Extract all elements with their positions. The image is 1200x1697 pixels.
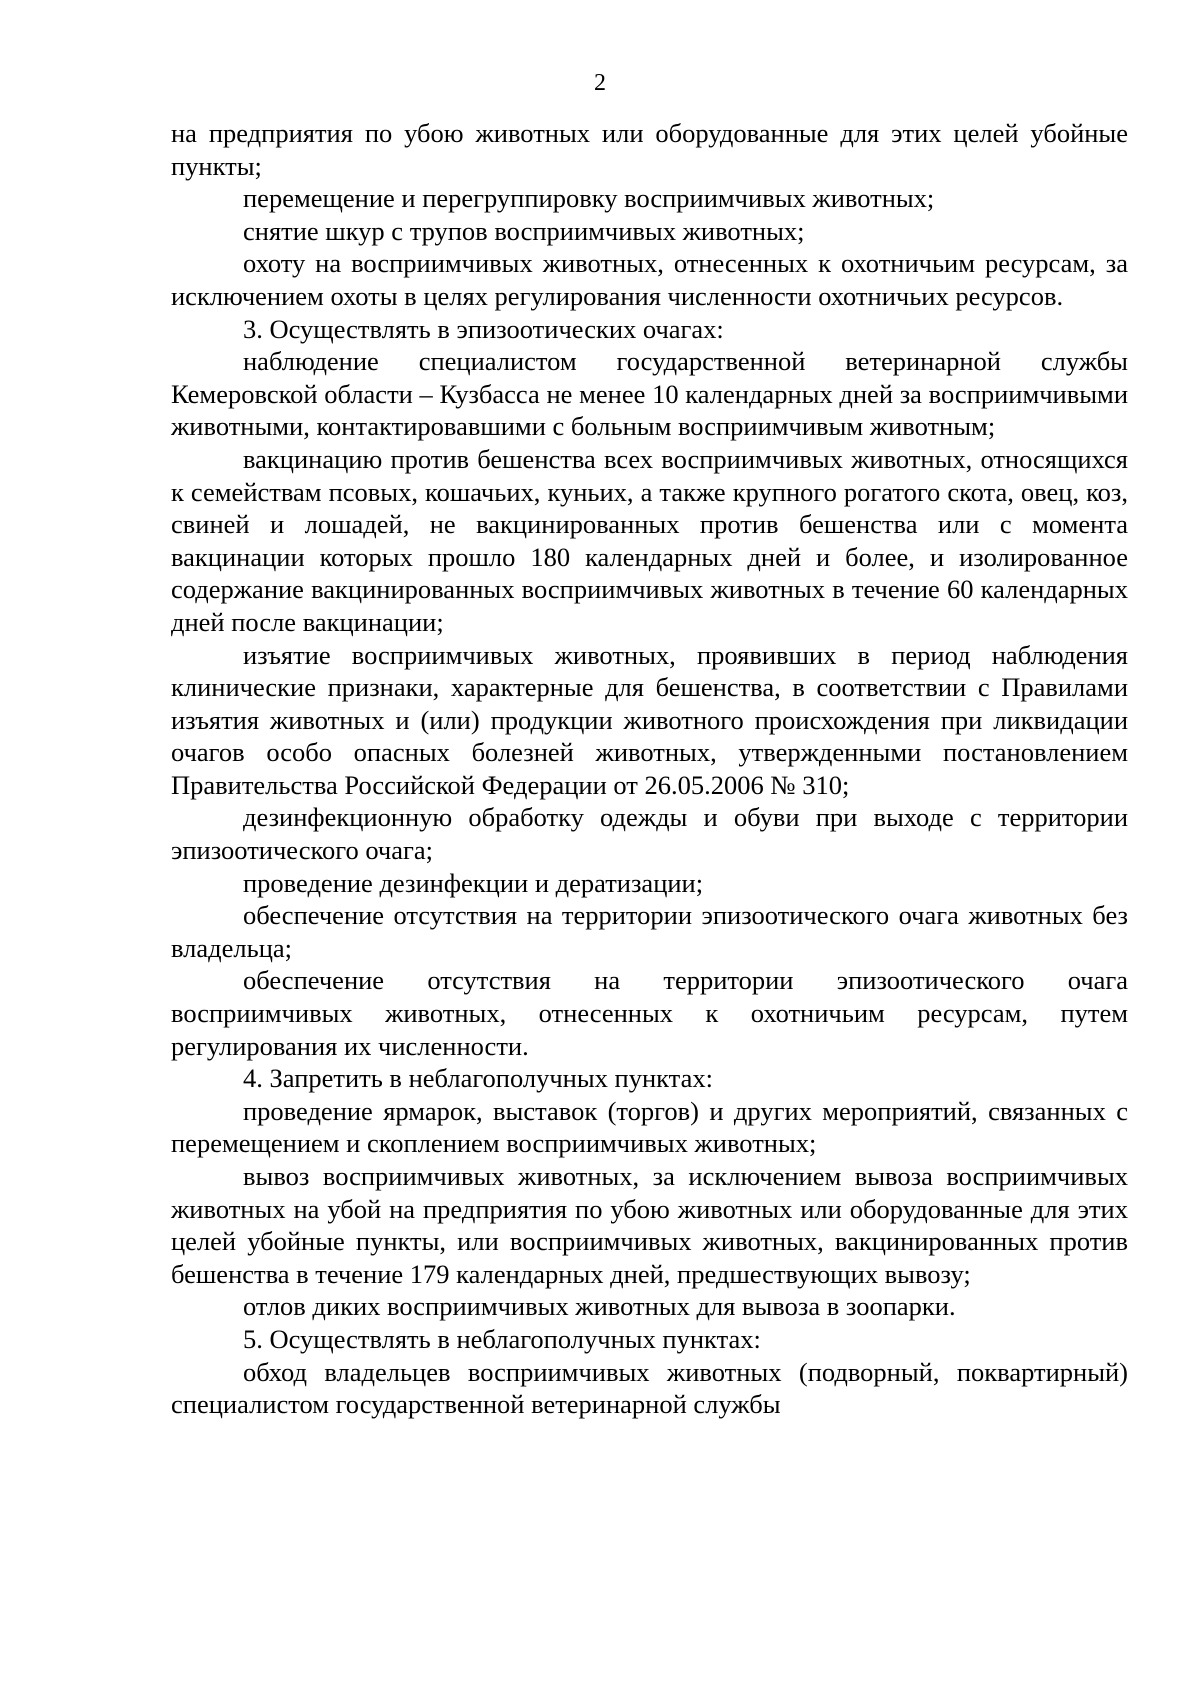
section-heading-4: 4. Запретить в неблагополучных пунктах: bbox=[243, 1063, 713, 1094]
document-body bbox=[171, 117, 1128, 1421]
paragraph: обеспечение отсутствия на территории эпизоотического очага восприимчивых животных, отнесенных к охотничьим ресурсам, путем регулирования их численности. bbox=[171, 965, 1128, 1061]
paragraph: охоту на восприимчивых животных, отнесенных к охотничьим ресурсам, за исключением охоты в целях регулирования численности охотничьих ресурсов. bbox=[171, 248, 1128, 311]
section-heading-3: 3. Осуществлять в эпизоотических очагах: bbox=[243, 313, 724, 344]
page-number: 2 bbox=[594, 70, 606, 96]
paragraph: изъятие восприимчивых животных, проявивших в период наблюдения клинические признаки, характерные для бешенства, в соответствии с Правилами изъятия животных и (или) продукции животного происхождения при ликвидации очагов особо опасных болезней животных, утвержденными постановлением Правительства Российской Федерации от 26.05.2006 № 310; bbox=[171, 639, 1128, 800]
paragraph: проведение дезинфекции и дератизации; bbox=[243, 867, 704, 898]
paragraph: снятие шкур с трупов восприимчивых животных; bbox=[243, 215, 805, 246]
paragraph: наблюдение специалистом государственной ветеринарной службы Кемеровской области – Кузбасса не менее 10 календарных дней за восприимчивыми животными, контактировавшими с больным восприимчивым животным; bbox=[171, 346, 1128, 442]
paragraph-continuation: на предприятия по убою животных или оборудованные для этих целей убойные пункты; bbox=[171, 118, 1128, 181]
paragraph: вакцинацию против бешенства всех восприимчивых животных, относящихся к семействам псовых, кошачьих, куньих, а также крупного рогатого скота, овец, коз, свиней и лошадей, не вакцинированных против бешенства или с момента вакцинации которых прошло 180 календарных дней и более, и изолированное содержание вакцинированных восприимчивых животных в течение 60 календарных дней после вакцинации; bbox=[171, 443, 1128, 637]
paragraph: обход владельцев восприимчивых животных (подворный, поквартирный) специалистом государственной ветеринарной службы bbox=[171, 1356, 1128, 1420]
paragraph: дезинфекционную обработку одежды и обуви при выходе с территории эпизоотического очага; bbox=[171, 802, 1128, 866]
paragraph: проведение ярмарок, выставок (торгов) и других мероприятий, связанных с перемещением и скоплением восприимчивых животных; bbox=[171, 1095, 1128, 1159]
paragraph: перемещение и перегруппировку восприимчивых животных; bbox=[243, 183, 935, 214]
paragraph: отлов диких восприимчивых животных для вывоза в зоопарки. bbox=[243, 1291, 956, 1322]
paragraph: вывоз восприимчивых животных, за исключением вывоза восприимчивых животных на убой на предприятия по убою животных или оборудованные для этих целей убойные пункты, или восприимчивых животных, вакцинированных против бешенства в течение 179 календарных дней, предшествующих вывозу; bbox=[171, 1161, 1128, 1289]
paragraph: обеспечение отсутствия на территории эпизоотического очага животных без владельца; bbox=[171, 900, 1128, 963]
section-heading-5: 5. Осуществлять в неблагополучных пунктах: bbox=[243, 1323, 761, 1354]
